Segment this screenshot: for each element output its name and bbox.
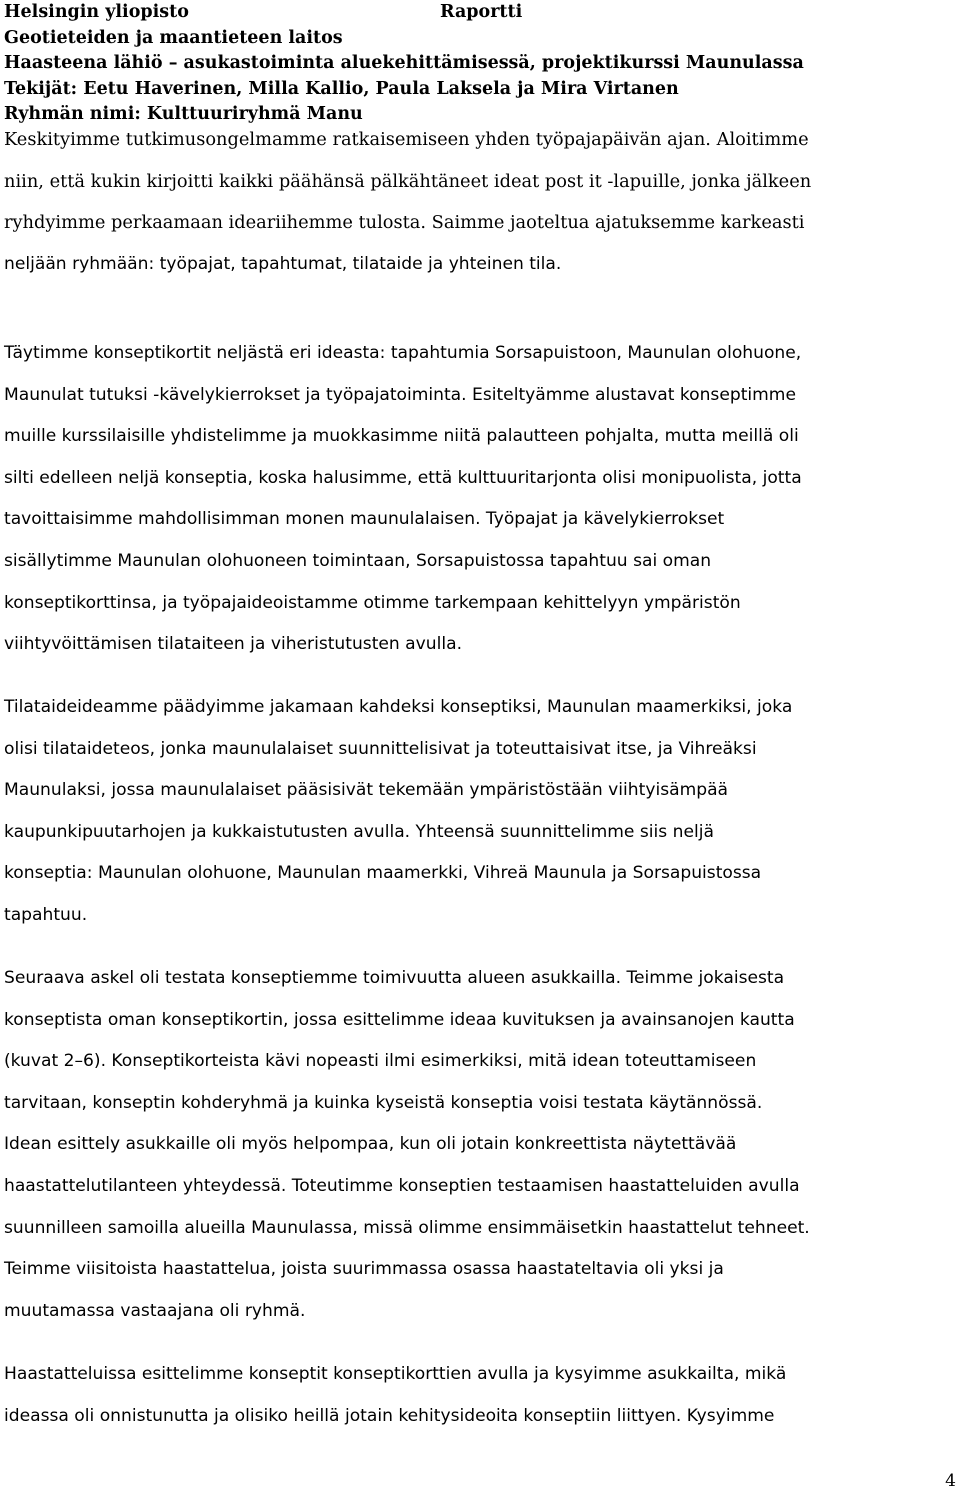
text-line: konseptikorttinsa, ja työpajaideoistamme otimme tarkempaan kehittelyyn ympäristön (4, 592, 741, 613)
text-line: haastattelutilanteen yhteydessä. Toteutimme konseptien testaamisen haastatteluiden avulla (4, 1175, 800, 1196)
text-line: olisi tilataideteos, jonka maunulalaiset suunnittelisivat ja toteuttaisivat itse, ja Vihreäksi (4, 738, 757, 759)
text-line: Idean esittely asukkaille oli myös helpompaa, kun oli jotain konkreettista näytettävää (4, 1134, 737, 1155)
text-line: neljään ryhmään: työpajat, tapahtumat, tilataide ja yhteinen tila. (4, 253, 562, 274)
paragraph-5 (4, 1354, 959, 1437)
university-name: Helsingin yliopisto (4, 2, 189, 22)
text-line: sisällytimme Maunulan olohuoneen toimintaan, Sorsapuistossa tapahtuu sai oman (4, 550, 712, 571)
text-line: viihtyvöittämisen tilataiteen ja viheristutusten avulla. (4, 634, 463, 655)
group-name: Ryhmän nimi: Kulttuuriryhmä Manu (4, 104, 363, 125)
header-line-university (4, 0, 804, 26)
text-line: ideassa oli onnistunutta ja olisiko heillä jotain kehitysideoita konseptiin liittyen. Kysyimme (4, 1405, 775, 1426)
page-number: 4 (945, 1471, 956, 1491)
report-label: Raportti (440, 2, 523, 22)
authors-line: Tekijät: Eetu Haverinen, Milla Kallio, Paula Laksela ja Mira Virtanen (4, 78, 679, 99)
report-header (4, 0, 804, 128)
text-line: tapahtuu. (4, 904, 88, 925)
text-line: Täytimme konseptikortit neljästä eri ideasta: tapahtumia Sorsapuistoon, Maunulan olohuone, (4, 343, 802, 363)
text-line: Seuraava askel oli testata konseptiemme toimivuutta alueen asukkailla. Teimme jokaisesta (4, 968, 785, 988)
text-line: Haastatteluissa esittelimme konseptit konseptikorttien avulla ja kysyimme asukkailta, mikä (4, 1364, 787, 1384)
text-line: ryhdyimme perkaamaan ideariihemme tulosta. Saimme jaoteltua ajatuksemme karkeasti (4, 212, 805, 234)
text-line: Maunulat tutuksi -kävelykierrokset ja työpajatoiminta. Esiteltyämme alustavat konseptimme (4, 384, 796, 405)
department-name: Geotieteiden ja maantieteen laitos (4, 27, 343, 48)
paragraph-3 (4, 687, 959, 937)
paragraph-2 (4, 333, 959, 666)
text-line: silti edelleen neljä konseptia, koska halusimme, että kulttuuritarjonta olisi monipuolista, jotta (4, 467, 802, 488)
course-title: Haasteena lähiö – asukastoiminta aluekehittämisessä, projektikurssi Maunulassa (4, 53, 804, 74)
text-line: tavoittaisimme mahdollisimman monen maunulalaisen. Työpajat ja kävelykierrokset (4, 509, 725, 530)
text-line: konseptia: Maunulan olohuone, Maunulan maamerkki, Vihreä Maunula ja Sorsapuistossa (4, 863, 762, 884)
text-line: suunnilleen samoilla alueilla Maunulassa, missä olimme ensimmäisetkin haastattelut tehneet. (4, 1217, 810, 1238)
text-line: tarvitaan, konseptin kohderyhmä ja kuinka kyseistä konseptia voisi testata käytännössä. (4, 1092, 763, 1113)
paragraph-4 (4, 958, 959, 1332)
text-line: Tilataideideamme päädyimme jakamaan kahdeksi konseptiksi, Maunulan maamerkiksi, joka (4, 697, 793, 717)
paragraph-1 (4, 119, 959, 285)
text-line: muutamassa vastaajana oli ryhmä. (4, 1300, 306, 1321)
text-line: Keskityimme tutkimusongelmamme ratkaisemiseen yhden työpajapäivän ajan. Aloitimme (4, 129, 809, 150)
text-line: Teimme viisitoista haastattelua, joista suurimmassa osassa haastateltavia oli yksi ja (4, 1259, 724, 1280)
text-line: konseptista oman konseptikortin, jossa esittelimme ideaa kuvituksen ja avainsanojen kautta (4, 1009, 795, 1030)
text-line: niin, että kukin kirjoitti kaikki päähänsä pälkähtäneet ideat post it -lapuille, jonka jälkeen (4, 170, 812, 192)
text-line: (kuvat 2–6). Konseptikorteista kävi nopeasti ilmi esimerkiksi, mitä idean toteuttamiseen (4, 1051, 757, 1072)
text-line: kaupunkipuutarhojen ja kukkaistutusten avulla. Yhteensä suunnittelimme siis neljä (4, 821, 714, 842)
text-line: muille kurssilaisille yhdistelimme ja muokkasimme niitä palautteen pohjalta, mutta meillä oli (4, 426, 799, 447)
text-line: Maunulaksi, jossa maunulalaiset pääsisivät tekemään ympäristöstään viihtyisämpää (4, 780, 729, 801)
